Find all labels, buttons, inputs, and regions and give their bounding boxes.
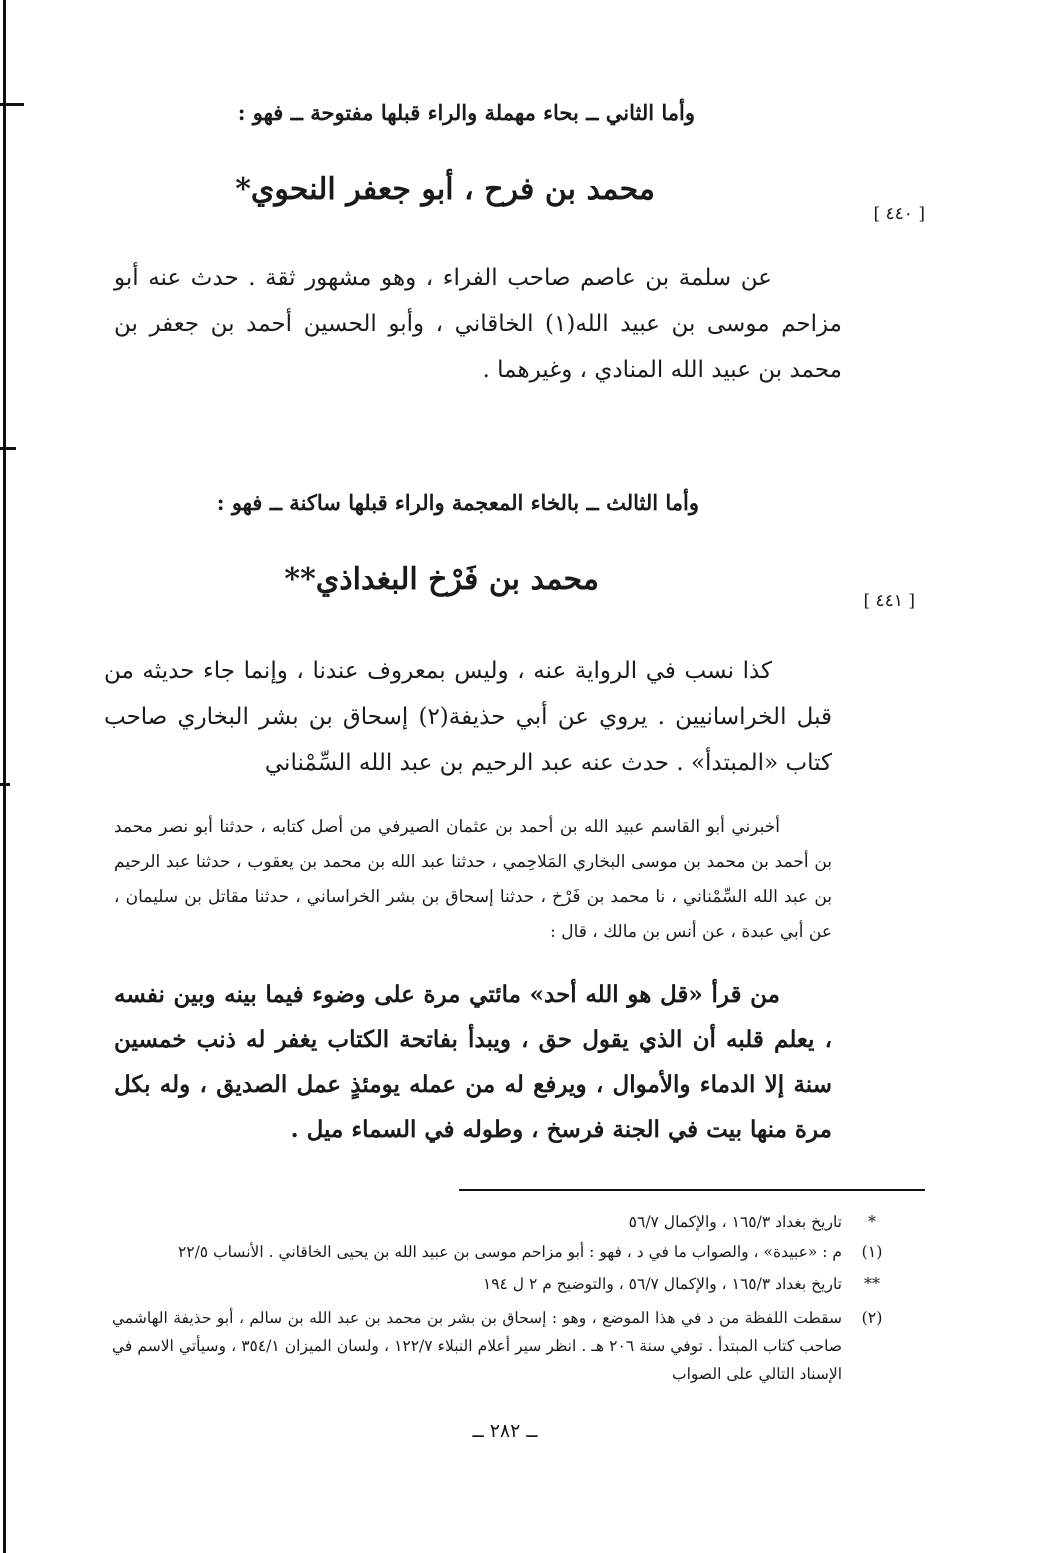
page-number: ــ ٢٨٢ ــ bbox=[472, 1420, 538, 1442]
footnote-text: م : «عبيدة» ، والصواب ما في د ، فهو : أبو مزاحم موسى بن عبيد الله بن يحيى الخاقاني . الأنساب ٢٢/٥ bbox=[177, 1243, 842, 1261]
entry-body: عن سلمة بن عاصم صاحب الفراء ، وهو مشهور ثقة . حدث عنه أبو مزاحم موسى بن عبيد الله(١) الخاقاني ، وأبو الحسين أحمد بن جعفر بن محمد بن عبيد الله المنادي ، وغيرهما . bbox=[114, 265, 843, 383]
section-heading-second: وأما الثاني ــ بحاء مهملة والراء قبلها مفتوحة ــ فهو : bbox=[237, 100, 695, 125]
edge-mark bbox=[0, 447, 16, 450]
footnote-mark: ** bbox=[864, 1274, 880, 1293]
footnote-mark: (١) bbox=[861, 1242, 883, 1261]
isnad-chain: أخبرني أبو القاسم عبيد الله بن أحمد بن عثمان الصيرفي من أصل كتابه ، حدثنا أبو نصر محمد بن أحمد بن محمد بن موسى البخاري المَلاحِمي ، حدثنا عبد الله بن محمد بن يعقوب ، حدثنا عبد الرحيم بن عبد الله السِّمْناني ، نا محمد بن فَرْخ ، حدثنا إسحاق بن بشر الخراساني ، حدثنا مقاتل بن سليمان ، عن أبي عبدة ، عن أنس بن مالك ، قال : bbox=[114, 817, 832, 942]
footnote-divider bbox=[459, 1189, 925, 1191]
entry-name: محمد بن فَرْخ البغداذي** bbox=[284, 562, 599, 597]
footnote-text: تاريخ بغداد ١٦٥/٣ ، والإكمال ٥٦/٧ bbox=[628, 1213, 842, 1231]
edge-mark bbox=[0, 103, 24, 106]
entry-name: محمد بن فرح ، أبو جعفر النحوي* bbox=[235, 172, 655, 207]
page-binding-edge bbox=[3, 0, 6, 1553]
footnote-mark: * bbox=[868, 1212, 876, 1231]
entry-body: كذا نسب في الرواية عنه ، وليس بمعروف عندنا ، وإنما جاء حديثه من قبل الخراسانيين . يروي عن أبي حذيفة(٢) إسحاق بن بشر البخاري صاحب كتاب «المبتدأ» . حدث عنه عبد الرحيم بن عبد الله السِّمْناني bbox=[104, 658, 832, 776]
hadith-text: من قرأ «قل هو الله أحد» مائتي مرة على وضوء فيما بينه وبين نفسه ، يعلم قلبه أن الذي يقول حق ، ويبدأ بفاتحة الكتاب يغفر له ذنب خمسين سنة إلا الدماء والأموال ، ويرفع له من عمله يومئذٍ عمل الصديق ، وله بكل مرة منها بيت في الجنة فرسخ ، وطوله في السماء ميل . bbox=[114, 981, 832, 1143]
edge-mark bbox=[0, 783, 10, 786]
entry-number: [ ٤٤١ ] bbox=[863, 591, 915, 611]
footnote-mark: (٢) bbox=[861, 1308, 883, 1327]
footnote-text: سقطت اللفظة من د في هذا الموضع ، وهو : إسحاق بن بشر بن محمد بن عبد الله بن سالم ، أبو حذيفة الهاشمي صاحب كتاب المبتدأ . توفي سنة ٢٠٦ هـ . انظر سير أعلام النبلاء ١٢٢/٧ ، ولسان الميزان ٣٥٤/١ ، وسيأتي الاسم في الإسناد التالي على الصواب bbox=[112, 1309, 842, 1383]
footnote-text: تاريخ بغداد ١٦٥/٣ ، والإكمال ٥٦/٧ ، والتوضيح م ٢ ل ١٩٤ bbox=[482, 1275, 842, 1293]
entry-number: [ ٤٤٠ ] bbox=[873, 204, 925, 224]
section-heading-third: وأما الثالث ــ بالخاء المعجمة والراء قبلها ساكنة ــ فهو : bbox=[216, 490, 699, 515]
